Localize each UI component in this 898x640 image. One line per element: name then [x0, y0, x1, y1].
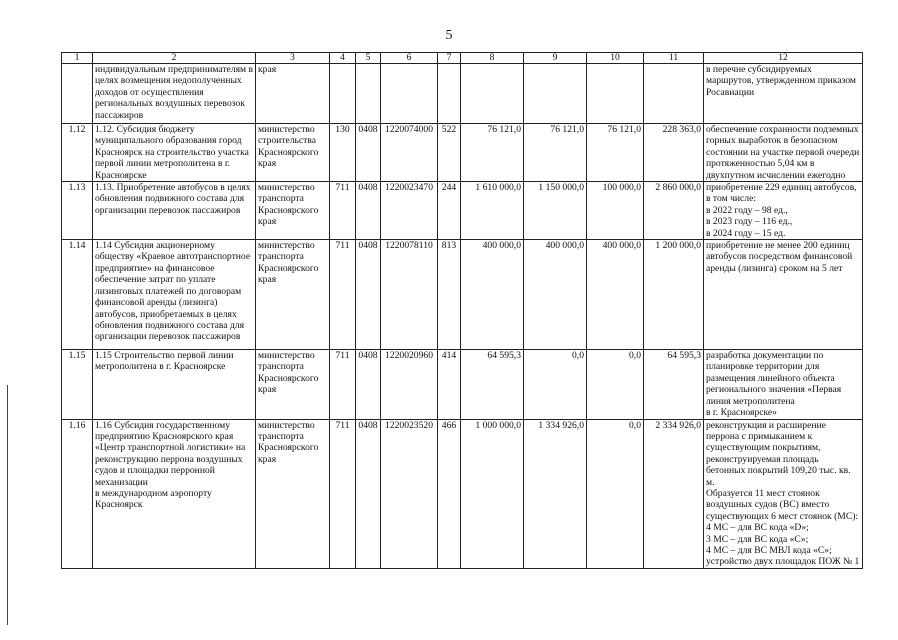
cell-year-3: 0,0	[587, 419, 644, 568]
cell-year-3: 0,0	[587, 350, 644, 419]
cell-year-1: 1 000 000,0	[461, 419, 524, 568]
cell-event-name: 1.12. Субсидия бюджету муниципального образования город Красноярск на строительство участка первой линии метрополитена в г. Красноярске	[93, 124, 256, 182]
cell-row-number: 1.14	[62, 240, 93, 350]
cell-administrator: министерство транспорта Красноярского края	[256, 419, 330, 568]
cell-result: в перечне субсидируемых маршрутов, утвержденном приказом Росавиации	[704, 64, 863, 124]
cell-year-2: 1 334 926,0	[524, 419, 587, 568]
cell-grbs: 711	[330, 240, 356, 350]
cell-year-3: 76 121,0	[587, 124, 644, 182]
cell-result: обеспечение сохранности подземных горных выработок в безопасном состоянии на участке первой очереди протяженностью 5,04 км в двухпутном исчислении ежегодно	[704, 124, 863, 182]
cell-administrator: министерство транспорта Красноярского края	[256, 240, 330, 350]
table-row	[62, 350, 863, 419]
cell-year-1: 400 000,0	[461, 240, 524, 350]
cell-year-2: 76 121,0	[524, 124, 587, 182]
cell-csr: 1220074000	[381, 124, 438, 182]
column-number: 4	[330, 53, 356, 64]
column-number: 3	[256, 53, 330, 64]
cell-grbs: 711	[330, 350, 356, 419]
cell-year-3: 100 000,0	[587, 182, 644, 240]
cell-administrator: министерство транспорта Красноярского края	[256, 350, 330, 419]
cell-year-3: 400 000,0	[587, 240, 644, 350]
column-number: 8	[461, 53, 524, 64]
cell-grbs: 130	[330, 124, 356, 182]
cell-year-3	[587, 64, 644, 124]
cell-administrator: министерство транспорта Красноярского края	[256, 182, 330, 240]
cell-grbs: 711	[330, 182, 356, 240]
cell-year-1	[461, 64, 524, 124]
cell-vr: 466	[438, 419, 461, 568]
cell-total: 64 595,3	[644, 350, 704, 419]
cell-csr: 1220023520	[381, 419, 438, 568]
cell-year-2: 1 150 000,0	[524, 182, 587, 240]
cell-administrator: министерство строительства Красноярского края	[256, 124, 330, 182]
cell-row-number: 1.16	[62, 419, 93, 568]
table-row-continuation	[62, 64, 863, 124]
cell-total: 2 860 000,0	[644, 182, 704, 240]
cell-rzpr: 0408	[356, 240, 381, 350]
column-number: 11	[644, 53, 704, 64]
cell-total	[644, 64, 704, 124]
cell-row-number: 1.12	[62, 124, 93, 182]
cell-csr: 1220078110	[381, 240, 438, 350]
cell-result: реконструкция и расширение перрона с примыканием к существующим покрытиям, реконструируемая площадь бетонных покрытий 109,20 тыс. кв. м. Образуется 11 мест стоянок воздушных судов (ВС) вместо существующих 6 мест стоянок (МС): 4 МС – для ВС кода «D»; 3 МС – для ВС кода «С»; 4 МС – для ВС МВЛ кода «С»; устройство двух площадок ПОЖ № 1	[704, 419, 863, 568]
cell-event-name: 1.15 Строительство первой линии метрополитена в г. Красноярске	[93, 350, 256, 419]
cell-rzpr: 0408	[356, 124, 381, 182]
cell-event-name: 1.14 Субсидия акционерному обществу «Краевое автотранспортное предприятие» на финансовое обеспечение затрат по уплате лизинговых платежей по договорам финансовой аренды (лизинга) автобусов, приобретаемых в целях обновления подвижного состава для организации перевозок пассажиров	[93, 240, 256, 350]
cell-year-2: 400 000,0	[524, 240, 587, 350]
cell-result: приобретение не менее 200 единиц автобусов посредством финансовой аренды (лизинга) сроком на 5 лет	[704, 240, 863, 350]
cell-csr: 1220020960	[381, 350, 438, 419]
cell-total: 2 334 926,0	[644, 419, 704, 568]
cell-vr	[438, 64, 461, 124]
cell-grbs	[330, 64, 356, 124]
cell-csr: 1220023470	[381, 182, 438, 240]
cell-year-1: 64 595,3	[461, 350, 524, 419]
column-number: 10	[587, 53, 644, 64]
cell-rzpr: 0408	[356, 350, 381, 419]
table-row	[62, 124, 863, 182]
table-row	[62, 182, 863, 240]
column-number-row	[62, 53, 863, 64]
cell-total: 228 363,0	[644, 124, 704, 182]
cell-event-name: 1.16 Субсидия государственному предприятию Красноярского края «Центр транспортной логистики» на реконструкцию перрона воздушных судов и площадки перронной механизации в международном аэропорту Красноярск	[93, 419, 256, 568]
column-number: 2	[93, 53, 256, 64]
table-row	[62, 240, 863, 350]
cell-row-number: 1.13	[62, 182, 93, 240]
cell-year-1: 76 121,0	[461, 124, 524, 182]
cell-rzpr	[356, 64, 381, 124]
column-number: 1	[62, 53, 93, 64]
cell-vr: 244	[438, 182, 461, 240]
column-number: 7	[438, 53, 461, 64]
column-number: 6	[381, 53, 438, 64]
scan-margin-line	[7, 385, 8, 625]
cell-row-number	[62, 64, 93, 124]
column-number: 9	[524, 53, 587, 64]
cell-vr: 813	[438, 240, 461, 350]
column-number: 5	[356, 53, 381, 64]
cell-total: 1 200 000,0	[644, 240, 704, 350]
cell-year-1: 1 610 000,0	[461, 182, 524, 240]
cell-event-name: индивидуальным предпринимателям в целях возмещения недополученных доходов от осуществления региональных воздушных перевозок пассажиров	[93, 64, 256, 124]
cell-rzpr: 0408	[356, 419, 381, 568]
cell-row-number: 1.15	[62, 350, 93, 419]
column-number: 12	[704, 53, 863, 64]
cell-csr	[381, 64, 438, 124]
cell-administrator: края	[256, 64, 330, 124]
cell-result: приобретение 229 единиц автобусов, в том числе: в 2022 году – 98 ед., в 2023 году – 116 ед., в 2024 году – 15 ед.	[704, 182, 863, 240]
cell-year-2: 0,0	[524, 350, 587, 419]
cell-year-2	[524, 64, 587, 124]
cell-vr: 522	[438, 124, 461, 182]
cell-vr: 414	[438, 350, 461, 419]
page-number: 5	[445, 28, 453, 43]
cell-event-name: 1.13. Приобретение автобусов в целях обновления подвижного состава для организации перевозок пассажиров	[93, 182, 256, 240]
cell-grbs: 711	[330, 419, 356, 568]
table-row	[62, 419, 863, 568]
budget-table	[61, 52, 863, 569]
cell-rzpr: 0408	[356, 182, 381, 240]
cell-result: разработка документации по планировке территории для размещения линейного объекта регионального значения «Первая линия метрополитена в г. Красноярске»	[704, 350, 863, 419]
